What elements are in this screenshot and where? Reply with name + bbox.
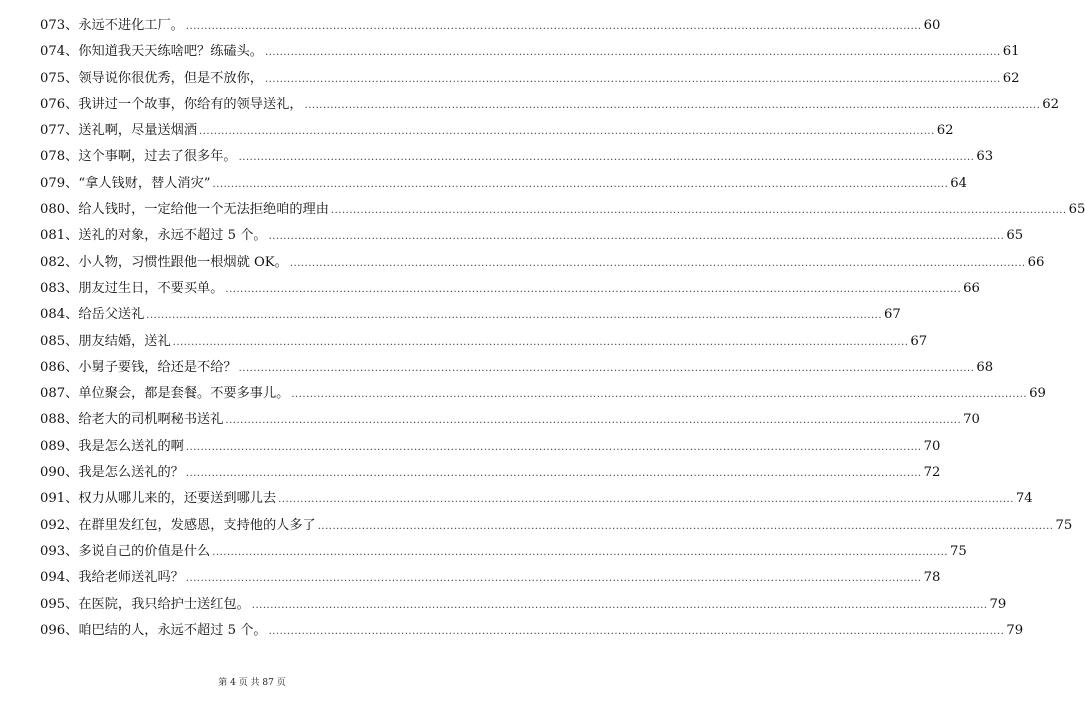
toc-entry-page: 79	[1006, 622, 1024, 638]
toc-entry[interactable]	[40, 329, 928, 355]
toc-leader-dots	[291, 382, 1027, 408]
toc-leader-dots	[213, 172, 949, 198]
toc-leader-dots	[252, 593, 988, 619]
toc-entry[interactable]	[40, 460, 941, 486]
toc-leader-dots	[305, 93, 1041, 119]
toc-entry-page: 66	[1027, 254, 1045, 270]
toc-entry-title: 单位聚会，都是套餐。不要多事儿。	[78, 386, 290, 402]
toc-entry-number: 077、	[40, 123, 79, 139]
toc-entry-title: 在医院，我只给护士送红包。	[78, 596, 250, 612]
toc-entry-number: 079、	[40, 175, 79, 191]
toc-leader-dots	[225, 277, 961, 303]
toc-entry[interactable]	[40, 539, 967, 565]
toc-entry-page: 62	[1042, 96, 1060, 112]
toc-entry-page: 78	[923, 570, 941, 586]
toc-entry-number: 095、	[40, 596, 79, 612]
toc-entry-number: 073、	[40, 18, 79, 33]
toc-leader-dots	[278, 487, 1014, 513]
toc-entry[interactable]	[40, 92, 1060, 118]
toc-leader-dots	[331, 198, 1067, 224]
toc-entry[interactable]	[40, 197, 1085, 223]
toc-entry[interactable]	[40, 171, 968, 197]
toc-entry-page: 67	[884, 307, 901, 323]
toc-entry-title: “拿人钱财，替人消灾”	[78, 175, 211, 191]
toc-entry-number: 082、	[40, 254, 79, 270]
toc-leader-dots	[269, 224, 1005, 250]
toc-entry-number: 074、	[40, 44, 79, 60]
toc-entry[interactable]	[40, 618, 1024, 644]
toc-entry-number: 080、	[40, 202, 79, 218]
toc-entry-number: 089、	[40, 438, 79, 454]
toc-entry-title: 送礼啊，尽量送烟酒	[78, 123, 198, 139]
toc-entry[interactable]	[40, 118, 954, 144]
toc-leader-dots	[269, 619, 1005, 645]
toc-leader-dots	[265, 40, 1001, 66]
toc-entry[interactable]	[40, 486, 1033, 512]
toc-leader-dots	[199, 119, 935, 145]
toc-entry-page: 79	[989, 596, 1007, 612]
toc-entry[interactable]	[40, 434, 941, 460]
toc-entry-title: 这个事啊，过去了很多年。	[78, 149, 237, 165]
toc-entry-page: 69	[1029, 386, 1046, 402]
toc-entry-number: 083、	[40, 280, 79, 296]
toc-leader-dots	[212, 540, 948, 566]
toc-entry-page: 74	[1015, 491, 1033, 507]
toc-entry[interactable]	[40, 250, 1045, 276]
toc-entry[interactable]	[40, 355, 994, 381]
toc-entry-number: 078、	[40, 149, 79, 165]
toc-entry-title: 我是怎么送礼的啊	[78, 438, 184, 454]
toc-entry-page: 65	[1068, 202, 1085, 218]
toc-entry-page: 63	[976, 149, 994, 165]
toc-leader-dots	[318, 514, 1054, 540]
toc-entry-page: 70	[923, 438, 941, 454]
toc-entry-title: 你知道我天天练啥吧？练磕头。	[78, 44, 263, 60]
table-of-contents	[40, 13, 1085, 644]
toc-entry[interactable]	[40, 66, 1020, 92]
toc-entry[interactable]	[40, 381, 1046, 407]
toc-entry-page: 70	[963, 412, 980, 428]
toc-entry-number: 087、	[40, 386, 79, 402]
toc-entry-title: 我讲过一个故事，你给有的领导送礼，	[78, 96, 303, 112]
toc-entry[interactable]	[40, 39, 1020, 65]
toc-entry-title: 在群里发红包，发感恩，支持他的人多了	[78, 517, 316, 533]
toc-entry-title: 领导说你很优秀，但是不放你，	[78, 70, 263, 86]
toc-entry[interactable]	[40, 592, 1007, 618]
toc-entry-page: 60	[923, 18, 941, 33]
toc-entry-title: 给岳父送礼	[78, 307, 145, 323]
toc-leader-dots	[239, 145, 975, 171]
toc-entry-number: 086、	[40, 359, 79, 375]
toc-entry-title: 权力从哪儿来的，还要送到哪儿去	[78, 491, 277, 507]
toc-entry[interactable]	[40, 276, 980, 302]
toc-entry-title: 咱巴结的人，永远不超过 5 个。	[78, 622, 267, 638]
toc-entry-page: 64	[950, 175, 968, 191]
toc-entry-title: 送礼的对象，永远不超过 5 个。	[78, 228, 267, 244]
toc-entry-page: 61	[1002, 44, 1020, 60]
toc-entry-title: 给人钱时，一定给他一个无法拒绝咱的理由	[78, 202, 329, 218]
toc-entry-page: 62	[936, 123, 954, 139]
toc-entry-page: 67	[910, 333, 928, 349]
toc-entry[interactable]	[40, 513, 1073, 539]
toc-entry[interactable]	[40, 144, 994, 170]
toc-entry-number: 091、	[40, 491, 79, 507]
toc-leader-dots	[265, 67, 1001, 93]
toc-leader-dots	[146, 303, 882, 329]
toc-entry-title: 给老大的司机啊秘书送礼	[78, 412, 224, 428]
toc-entry-number: 090、	[40, 465, 79, 481]
toc-entry-title: 小人物，习惯性跟他一根烟就 OK。	[78, 254, 288, 270]
toc-entry-title: 多说自己的价值是什么	[78, 543, 211, 559]
toc-entry-number: 081、	[40, 228, 79, 244]
toc-entry[interactable]	[40, 223, 1024, 249]
page-footer: 第 4 页 共 87 页	[218, 678, 286, 688]
toc-entry-page: 66	[963, 280, 980, 296]
toc-entry-title: 朋友过生日，不要买单。	[78, 280, 224, 296]
toc-entry-number: 088、	[40, 412, 79, 428]
toc-entry-page: 68	[976, 359, 994, 375]
toc-entry-title: 小舅子要钱，给还是不给？	[78, 359, 237, 375]
toc-entry-page: 65	[1006, 228, 1024, 244]
toc-leader-dots	[186, 461, 922, 487]
toc-entry-title: 我是怎么送礼的？	[78, 465, 184, 481]
toc-leader-dots	[239, 356, 975, 382]
toc-entry[interactable]	[40, 407, 980, 433]
toc-leader-dots	[186, 435, 922, 461]
toc-entry-number: 076、	[40, 96, 79, 112]
toc-entry-number: 085、	[40, 333, 79, 349]
toc-entry-number: 084、	[40, 307, 79, 323]
toc-entry-title: 朋友结婚，送礼	[78, 333, 171, 349]
toc-entry-page: 62	[1002, 70, 1020, 86]
toc-leader-dots	[173, 330, 909, 356]
toc-leader-dots	[290, 251, 1026, 277]
toc-entry-page: 75	[949, 543, 967, 559]
toc-entry[interactable]	[40, 13, 941, 39]
toc-entry-page: 75	[1055, 517, 1073, 533]
toc-leader-dots	[225, 408, 961, 434]
toc-entry-number: 075、	[40, 70, 79, 86]
toc-entry-number: 096、	[40, 622, 79, 638]
toc-entry-title: 永远不进化工厂。	[78, 18, 184, 33]
toc-entry[interactable]	[40, 565, 941, 591]
toc-entry-title: 我给老师送礼吗？	[78, 570, 184, 586]
toc-leader-dots	[186, 14, 922, 40]
toc-entry-page: 72	[923, 465, 941, 481]
toc-entry[interactable]	[40, 302, 901, 328]
toc-entry-number: 094、	[40, 570, 79, 586]
toc-entry-number: 092、	[40, 517, 79, 533]
toc-entry-number: 093、	[40, 543, 79, 559]
toc-leader-dots	[186, 566, 922, 592]
